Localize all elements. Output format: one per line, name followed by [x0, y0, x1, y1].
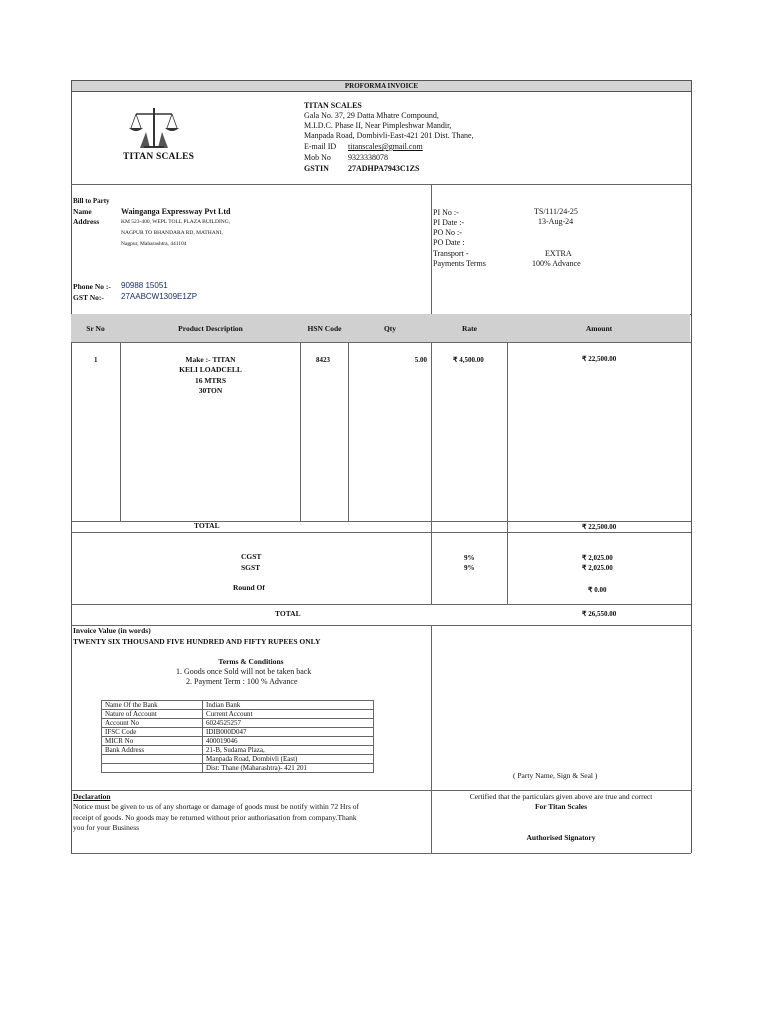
bank-row-label	[102, 755, 203, 764]
header-description: Product Description	[178, 324, 243, 333]
gstin-value: 27ADHPA7943C1ZS	[348, 164, 420, 173]
bank-row-value: 6024525257	[203, 719, 374, 728]
row-desc-4: 30TON	[198, 386, 223, 395]
words-label: Invoice Value (in words)	[73, 626, 151, 635]
cgst-label: CGST	[241, 552, 262, 561]
email-label: E-mail ID	[304, 142, 337, 151]
pi-no-label: PI No :-	[433, 208, 459, 217]
gst-value: 27AABCW1309E1ZP	[121, 292, 198, 301]
company-address-2: M.I.D.C. Phase II, Near Pimpleshwar Mandir,	[304, 121, 452, 130]
divider-declaration	[71, 790, 691, 791]
email-link[interactable]: titanscales@gmail.com	[348, 142, 423, 151]
declaration-heading: Declaration	[73, 792, 111, 801]
row-rate: ₹ 4,500.00	[453, 356, 484, 364]
cgst-amount: ₹ 2,025.00	[582, 554, 613, 562]
row-amount: ₹ 22,500.00	[582, 355, 617, 363]
row-qty: 5.00	[414, 356, 427, 364]
col-divider-5	[507, 314, 508, 605]
company-address-3: Manpada Road, Dombivli-East-421 201 Dist. Thane,	[304, 131, 474, 140]
bill-address-label: Address	[73, 217, 100, 226]
pi-date-value: 13-Aug-24	[538, 217, 574, 226]
bank-row-value: Dist: Thane (Maharashtra)- 421 201	[203, 764, 374, 773]
declaration-line-3: you for your Business	[73, 823, 140, 832]
round-label: Round Of	[233, 583, 265, 592]
mob-label: Mob No	[304, 153, 331, 162]
bank-row-value: 21-B, Sudama Plaza,	[203, 746, 374, 755]
bank-row-label: MICR No	[102, 737, 203, 746]
gstin-label: GSTIN	[304, 164, 329, 173]
sgst-label: SGST	[241, 563, 261, 572]
bank-row-value: 400019046	[203, 737, 374, 746]
bank-row-label: Nature of Account	[102, 710, 203, 719]
divider-table-head	[71, 342, 691, 343]
bank-details-table	[101, 700, 374, 773]
bank-row	[102, 764, 374, 773]
bank-row	[102, 728, 374, 737]
phone-value: 90988 15051	[121, 281, 168, 290]
total-value: ₹ 22,500.00	[582, 523, 617, 531]
bank-row-label: Bank Address	[102, 746, 203, 755]
header-hsn: HSN Code	[307, 324, 342, 333]
pi-no-value: TS/111/24-25	[534, 207, 578, 216]
phone-label: Phone No :-	[73, 282, 111, 291]
bank-row	[102, 701, 374, 710]
bill-address-2: NAGPUR TO BHANDARA RD, MATHANI,	[121, 230, 223, 236]
bill-name-label: Name	[73, 207, 92, 216]
party-sign-label: ( Party Name, Sign & Seal )	[513, 771, 598, 780]
header-rate: Rate	[462, 324, 477, 333]
words-value: TWENTY SIX THOUSAND FIVE HUNDRED AND FIFTY RUPEES ONLY	[73, 637, 321, 646]
bill-heading: Bill to Party	[73, 197, 110, 205]
cgst-rate: 9%	[464, 554, 475, 562]
sgst-rate: 9%	[464, 564, 475, 572]
payment-terms-label: Payments Terms	[433, 259, 486, 268]
col-divider-1	[120, 314, 121, 522]
logo-text: TITAN SCALES	[123, 152, 195, 162]
bank-row-label: Account No	[102, 719, 203, 728]
grand-total-value: ₹ 26,550.00	[582, 610, 617, 618]
transport-value: EXTRA	[545, 249, 572, 258]
declaration-line-2: receipt of goods. No goods may be returned without prior authoriasation from company.Thank	[73, 813, 357, 822]
total-label: TOTAL	[194, 521, 220, 530]
grand-total-label: TOTAL	[275, 609, 301, 618]
terms-item-1: 1. Goods once Sold will not be taken back	[176, 667, 312, 676]
terms-item-2: 2. Payment Term : 100 % Advance	[186, 677, 298, 686]
bank-row	[102, 737, 374, 746]
company-name: TITAN SCALES	[304, 101, 362, 110]
company-address-1: Gala No. 37, 29 Datta Mhatre Compound,	[304, 111, 439, 120]
header-qty: Qty	[383, 324, 397, 333]
divider-grandtotal-bottom	[71, 625, 691, 626]
col-divider-3	[348, 314, 349, 522]
round-amount: ₹ 0.00	[588, 586, 607, 594]
sgst-amount: ₹ 2,025.00	[582, 564, 613, 572]
divider-header	[71, 184, 691, 185]
declaration-line-1: Notice must be given to us of any shortage or damage of goods must be notify within 72 Hrs of	[73, 802, 359, 811]
bank-row-value: Manpada Road, Dombivli (East)	[203, 755, 374, 764]
bill-name: Wainganga Expressway Pvt Ltd	[121, 207, 231, 216]
row-desc-3: 16 MTRS	[194, 376, 227, 385]
po-no-label: PO No :-	[433, 228, 462, 237]
bank-row-value: Current Account	[203, 710, 374, 719]
divider-grandtotal-top	[71, 604, 691, 605]
transport-label: Transport -	[433, 249, 469, 258]
bank-row	[102, 710, 374, 719]
bill-address-3: Nagpur, Maharashtra, 441104	[121, 241, 187, 247]
bank-row-label: IFSC Code	[102, 728, 203, 737]
bank-row	[102, 755, 374, 764]
company-logo	[118, 104, 195, 166]
row-sr: 1	[94, 356, 98, 364]
mob-value: 9323338078	[348, 153, 388, 162]
header-amount: Amount	[585, 324, 613, 333]
header-sr-no: Sr No	[86, 324, 105, 333]
bank-row-label: Name Of the Bank	[102, 701, 203, 710]
bank-row	[102, 719, 374, 728]
certify-line: Certified that the particulars given above are true and correct	[469, 792, 653, 801]
terms-heading: Terms & Conditions	[218, 657, 284, 666]
row-hsn: 8423	[316, 356, 330, 364]
divider-footer	[431, 625, 432, 853]
payment-terms-value: 100% Advance	[532, 259, 581, 268]
certify-for: For Titan Scales	[534, 802, 588, 811]
bank-row-value: Indian Bank	[203, 701, 374, 710]
bank-row-label	[102, 764, 203, 773]
bank-row-value: IDIB000D047	[203, 728, 374, 737]
pi-date-label: PI Date :-	[433, 218, 465, 227]
divider-total-bottom	[71, 532, 691, 533]
invoice-title: PROFORMA INVOICE	[71, 80, 692, 92]
authorised-signatory: Authorised Signatory	[526, 833, 596, 842]
col-divider-2	[300, 314, 301, 522]
row-desc-1: Make :- TITAN	[185, 355, 236, 364]
divider-meta	[431, 184, 432, 314]
bill-address-1: KM 523-400, WEPL TOLL PLAZA BUILDING,	[121, 219, 231, 225]
gst-label: GST No:-	[73, 293, 104, 302]
col-divider-4	[431, 314, 432, 605]
divider-bottom	[71, 853, 691, 854]
bank-row	[102, 746, 374, 755]
row-desc-2: KELI LOADCELL	[179, 365, 242, 374]
po-date-label: PO Date :	[433, 238, 465, 247]
